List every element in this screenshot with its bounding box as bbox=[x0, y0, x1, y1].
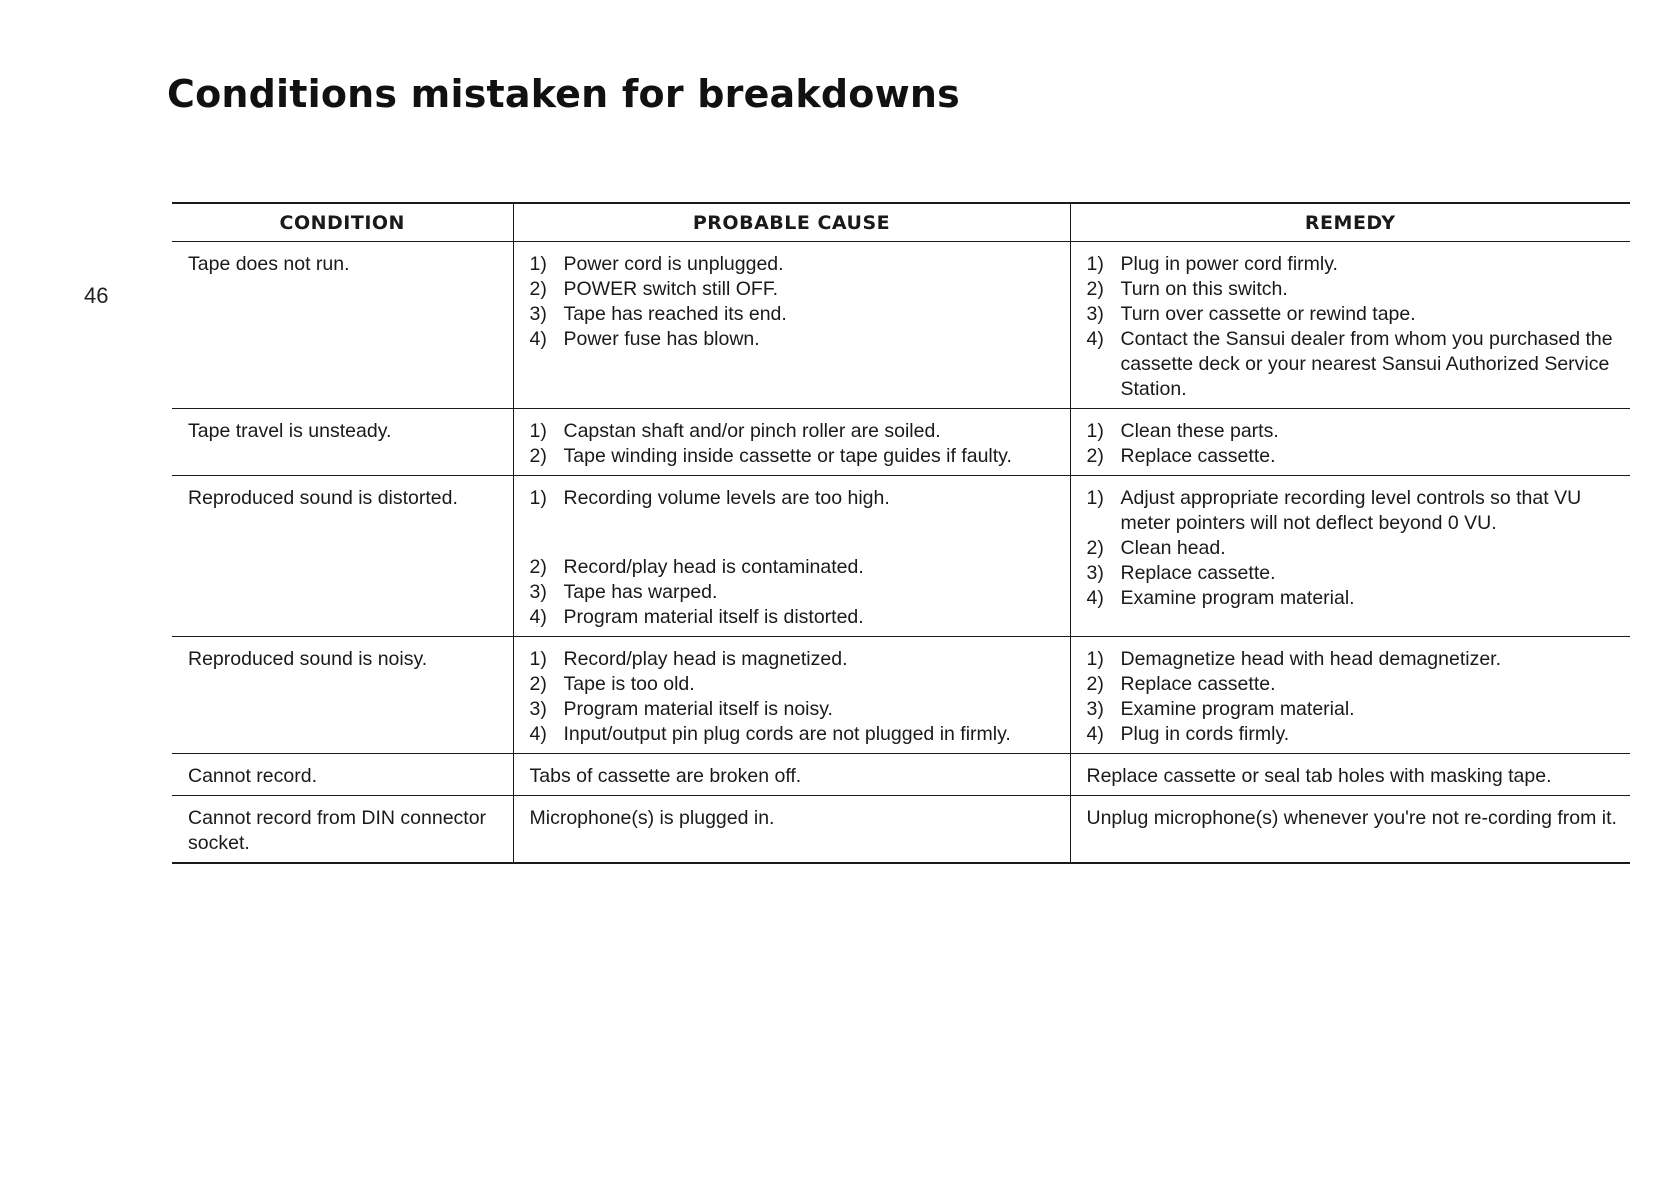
item-number: 3) bbox=[1086, 698, 1104, 720]
item-text: Examine program material. bbox=[1120, 587, 1355, 609]
list-item bbox=[1087, 444, 1619, 469]
troubleshooting-table bbox=[172, 202, 1630, 864]
condition-cell: Cannot record from DIN connector socket. bbox=[172, 796, 513, 864]
item-text: Recording volume levels are too high. bbox=[563, 487, 890, 509]
list-item bbox=[1087, 647, 1619, 672]
item-number: 3) bbox=[529, 303, 547, 325]
item-text: Plug in power cord firmly. bbox=[1120, 253, 1338, 275]
item-text: Program material itself is noisy. bbox=[563, 698, 833, 720]
table-row bbox=[172, 476, 1630, 637]
condition-cell: Reproduced sound is distorted. bbox=[172, 476, 513, 637]
item-number: 1) bbox=[1086, 253, 1104, 275]
item-number: 1) bbox=[529, 420, 547, 442]
item-text: Capstan shaft and/or pinch roller are soiled. bbox=[563, 420, 941, 442]
item-text: Clean head. bbox=[1120, 537, 1226, 559]
table-row bbox=[172, 409, 1630, 476]
item-number: 1) bbox=[1086, 487, 1104, 509]
remedy-cell bbox=[1070, 796, 1630, 864]
condition-cell: Cannot record. bbox=[172, 754, 513, 796]
list-spacer bbox=[530, 533, 1058, 555]
remedy-text: Unplug microphone(s) whenever you're not re-cording from it. bbox=[1086, 807, 1617, 829]
item-number: 1) bbox=[1086, 648, 1104, 670]
item-text: Adjust appropriate recording level controls so that VU meter pointers will not deflect beyond 0 VU. bbox=[1120, 487, 1582, 534]
condition-cell: Reproduced sound is noisy. bbox=[172, 637, 513, 754]
item-text: Clean these parts. bbox=[1120, 420, 1279, 442]
item-text: Contact the Sansui dealer from whom you purchased the cassette deck or your nearest Sansui Authorized Service Station. bbox=[1120, 328, 1613, 400]
page-number: 46 bbox=[84, 283, 109, 308]
item-text: Replace cassette. bbox=[1120, 673, 1276, 695]
item-number: 2) bbox=[1086, 673, 1104, 695]
item-text: Power fuse has blown. bbox=[563, 328, 760, 350]
item-number: 3) bbox=[529, 581, 547, 603]
cause-text: Tabs of cassette are broken off. bbox=[529, 765, 802, 787]
item-number: 2) bbox=[1086, 537, 1104, 559]
item-text: Record/play head is contaminated. bbox=[563, 556, 864, 578]
item-number: 4) bbox=[529, 723, 547, 745]
item-number: 4) bbox=[529, 328, 547, 350]
item-number: 4) bbox=[1086, 328, 1104, 350]
page-title: Conditions mistaken for breakdowns bbox=[167, 72, 960, 116]
item-number: 1) bbox=[529, 648, 547, 670]
list-item bbox=[530, 697, 1058, 722]
item-number: 2) bbox=[1086, 445, 1104, 467]
list-item bbox=[1087, 561, 1619, 586]
list-item bbox=[530, 555, 1058, 580]
remedy-text: Replace cassette or seal tab holes with masking tape. bbox=[1086, 765, 1552, 787]
remedy-list bbox=[1087, 252, 1619, 402]
item-text: POWER switch still OFF. bbox=[563, 278, 779, 300]
item-text: Turn on this switch. bbox=[1120, 278, 1288, 300]
item-number: 4) bbox=[529, 606, 547, 628]
list-item bbox=[530, 444, 1058, 469]
cause-cell bbox=[513, 796, 1070, 864]
item-number: 1) bbox=[1086, 420, 1104, 442]
item-text: Replace cassette. bbox=[1120, 562, 1276, 584]
remedy-cell bbox=[1070, 637, 1630, 754]
remedy-cell bbox=[1070, 409, 1630, 476]
item-text: Examine program material. bbox=[1120, 698, 1355, 720]
list-item bbox=[530, 252, 1058, 277]
list-item bbox=[530, 486, 1058, 511]
remedy-cell bbox=[1070, 476, 1630, 637]
item-text: Tape is too old. bbox=[563, 673, 695, 695]
table-header-row bbox=[172, 203, 1630, 242]
remedy-list bbox=[1087, 486, 1619, 611]
cause-cell bbox=[513, 754, 1070, 796]
item-number: 1) bbox=[529, 487, 547, 509]
table-row bbox=[172, 242, 1630, 409]
list-item bbox=[530, 419, 1058, 444]
list-item bbox=[530, 580, 1058, 605]
list-item bbox=[530, 722, 1058, 747]
list-item bbox=[530, 302, 1058, 327]
list-item bbox=[1087, 722, 1619, 747]
condition-cell: Tape travel is unsteady. bbox=[172, 409, 513, 476]
list-item bbox=[1087, 697, 1619, 722]
list-item bbox=[530, 605, 1058, 630]
item-number: 3) bbox=[529, 698, 547, 720]
cause-text: Microphone(s) is plugged in. bbox=[529, 807, 775, 829]
remedy-cell bbox=[1070, 242, 1630, 409]
cause-cell bbox=[513, 476, 1070, 637]
list-item bbox=[1087, 419, 1619, 444]
item-text: Demagnetize head with head demagnetizer. bbox=[1120, 648, 1501, 670]
item-number: 1) bbox=[529, 253, 547, 275]
cause-cell bbox=[513, 637, 1070, 754]
item-text: Record/play head is magnetized. bbox=[563, 648, 848, 670]
list-item bbox=[530, 647, 1058, 672]
item-number: 4) bbox=[1086, 587, 1104, 609]
item-text: Input/output pin plug cords are not plugged in firmly. bbox=[563, 723, 1011, 745]
item-number: 2) bbox=[529, 445, 547, 467]
list-spacer bbox=[530, 511, 1058, 533]
list-item bbox=[1087, 586, 1619, 611]
header-remedy: REMEDY bbox=[1070, 203, 1630, 242]
troubleshooting-table-container bbox=[172, 202, 1630, 864]
item-number: 3) bbox=[1086, 562, 1104, 584]
table-row bbox=[172, 637, 1630, 754]
item-number: 2) bbox=[529, 278, 547, 300]
cause-list bbox=[530, 419, 1058, 469]
cause-list bbox=[530, 486, 1058, 630]
item-text: Plug in cords firmly. bbox=[1120, 723, 1290, 745]
cause-list bbox=[530, 252, 1058, 352]
remedy-cell bbox=[1070, 754, 1630, 796]
list-item bbox=[1087, 277, 1619, 302]
header-probable-cause: PROBABLE CAUSE bbox=[513, 203, 1070, 242]
list-item bbox=[1087, 672, 1619, 697]
remedy-list bbox=[1087, 419, 1619, 469]
item-number: 2) bbox=[1086, 278, 1104, 300]
item-text: Tape has reached its end. bbox=[563, 303, 787, 325]
table-row bbox=[172, 754, 1630, 796]
item-number: 2) bbox=[529, 673, 547, 695]
list-item bbox=[1087, 536, 1619, 561]
cause-list bbox=[530, 647, 1058, 747]
cause-cell bbox=[513, 409, 1070, 476]
condition-cell: Tape does not run. bbox=[172, 242, 513, 409]
list-item bbox=[1087, 302, 1619, 327]
list-item bbox=[530, 277, 1058, 302]
list-item bbox=[1087, 486, 1619, 536]
remedy-list bbox=[1087, 647, 1619, 747]
item-text: Power cord is unplugged. bbox=[563, 253, 784, 275]
list-item bbox=[530, 327, 1058, 352]
item-text: Tape has warped. bbox=[563, 581, 718, 603]
item-number: 4) bbox=[1086, 723, 1104, 745]
list-item bbox=[530, 672, 1058, 697]
item-number: 2) bbox=[529, 556, 547, 578]
item-text: Program material itself is distorted. bbox=[563, 606, 864, 628]
table-row bbox=[172, 796, 1630, 864]
list-item bbox=[1087, 252, 1619, 277]
item-text: Replace cassette. bbox=[1120, 445, 1276, 467]
item-text: Turn over cassette or rewind tape. bbox=[1120, 303, 1416, 325]
header-condition: CONDITION bbox=[172, 203, 513, 242]
cause-cell bbox=[513, 242, 1070, 409]
item-text: Tape winding inside cassette or tape guides if faulty. bbox=[563, 445, 1012, 467]
list-item bbox=[1087, 327, 1619, 402]
item-number: 3) bbox=[1086, 303, 1104, 325]
